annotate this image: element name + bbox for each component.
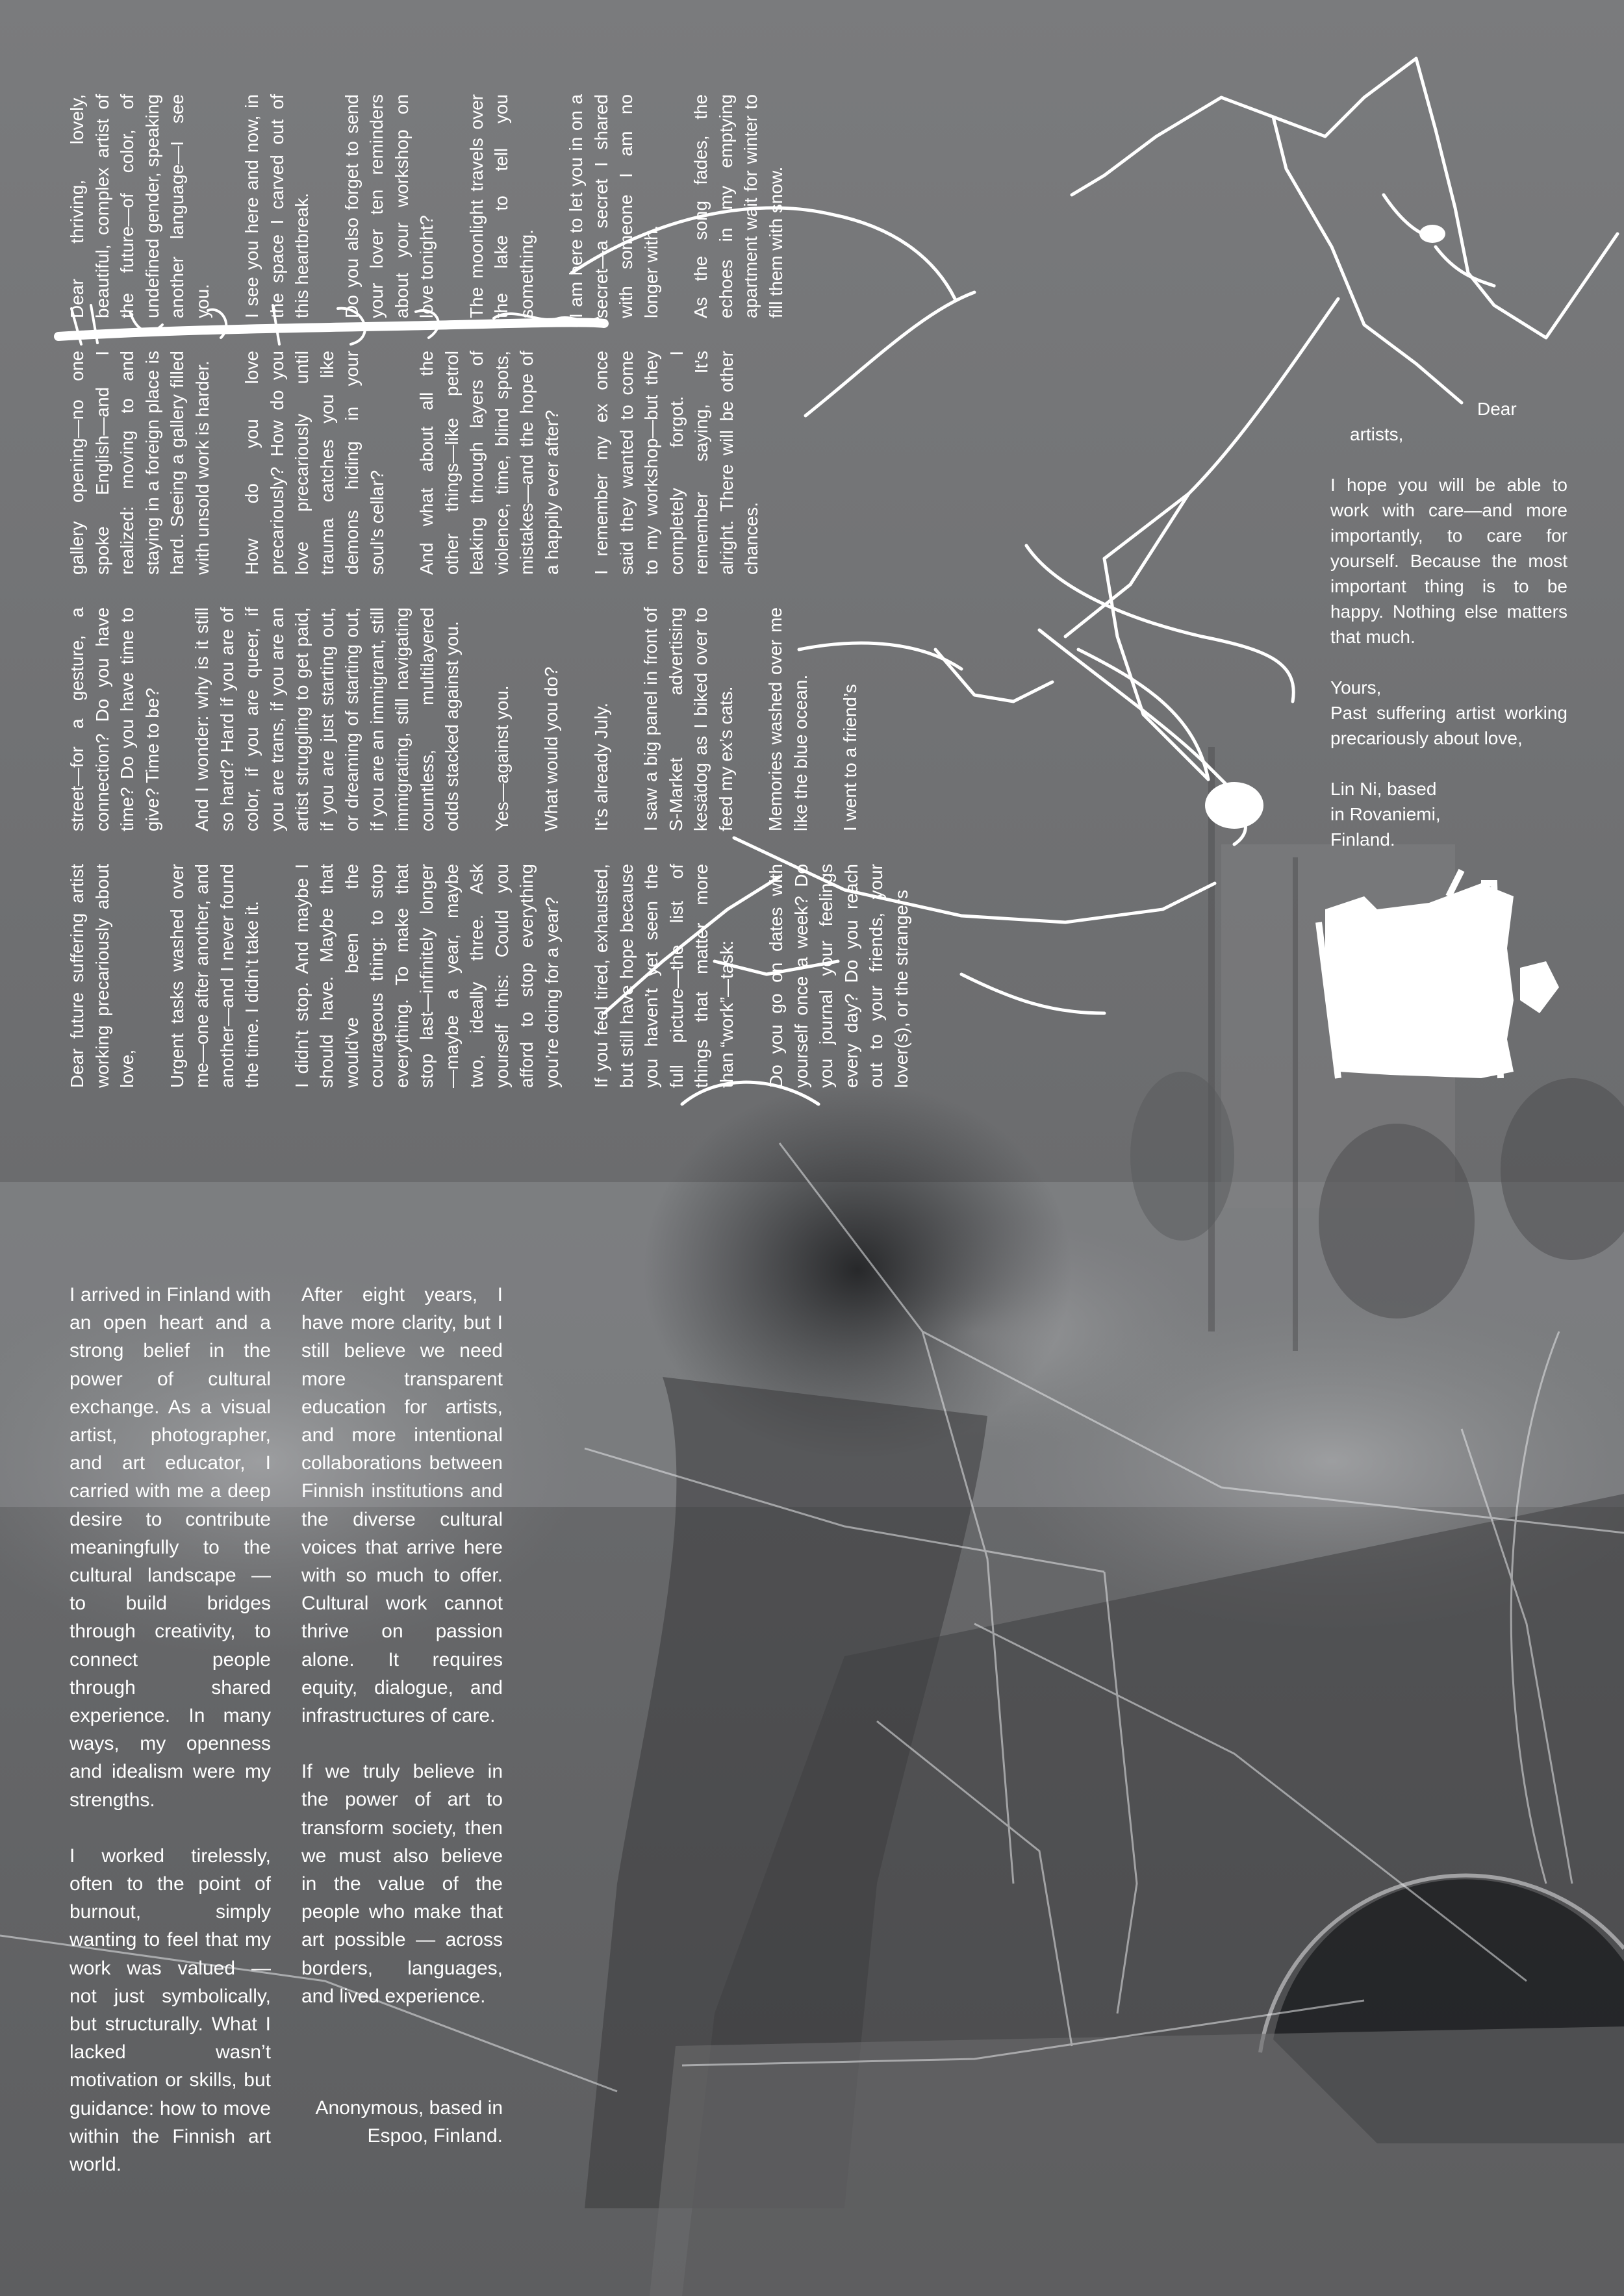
rotated-col-1 bbox=[65, 864, 914, 1088]
bg-pole-2 bbox=[1293, 857, 1298, 1351]
letter-signoff: Past suffering artist working precariously about love, bbox=[1330, 703, 1567, 748]
rot-r1-c1-p3: If you feel tired, exhausted, but still have hope because you haven’t yet seen the full picture—the list of things that matter more than “work”—task: bbox=[591, 864, 737, 1088]
bg-bottom-slab bbox=[650, 2026, 1624, 2296]
rot-r1-c2-p2: Yes—against you. bbox=[491, 685, 512, 831]
letter-block bbox=[1330, 396, 1567, 877]
rot-r1-c4-p0: Dear thriving, lovely, beautiful, complex artist of the future—of color, of undefined gender, speaking another language—I see you. bbox=[67, 94, 212, 318]
paint-block bbox=[1325, 883, 1514, 1078]
rot-r1-c4-p2: Do you also forget to send your lover ten reminders about your workshop on love tonight? bbox=[341, 94, 437, 318]
rot-r1-c4-p1: I see you here and now, in the space I carved out of this heartbreak. bbox=[242, 94, 312, 318]
essay-right-p0: After eight years, I have more clarity, but I still believe we need more transparent education for artists, and more intentional collaborations between Finnish institutions and the diverse cultural voices that arrive here with so much to offer. Cultural work cannot thrive on passion alone. It requires equity, dialogue, and infrastructures of care. bbox=[301, 1284, 503, 1727]
rot-r1-c3-p0: gallery opening—no one spoke English—and I realized: moving to and staying in a foreign place is hard. Seeing a gallery filled with unsold work is harder. bbox=[67, 351, 212, 575]
letter-body: I hope you will be able to work with care—and more importantly, to care for yourself. Because the most important thing is to be happy. Nothing else matters that much. bbox=[1330, 475, 1567, 647]
rot-r1-c4-p5: As the song fades, the echoes in my emptying apartment wait for winter to fill them with snow. bbox=[691, 94, 786, 318]
essay-signature: Anonymous, based in Espoo, Finland. bbox=[315, 2097, 503, 2147]
rot-r1-c4-p4: I am here to let you in on a secret—a secret I shared with someone I am no longer with. bbox=[566, 94, 661, 318]
rot-r1-c1-p0: Dear future suffering artist working precariously about love, bbox=[67, 864, 137, 1088]
rotated-text-block bbox=[65, 62, 911, 1088]
rotated-col-4 bbox=[65, 94, 789, 318]
rot-r1-c3-p3: I remember my ex once said they wanted to come to my workshop—but they completely forgot. I remember saying, It’s alright. There will be other chances. bbox=[591, 351, 761, 575]
bg-tree-3 bbox=[1130, 1072, 1234, 1241]
essay-right-p1: If we truly believe in the power of art to transform society, then we must also believe in the value of the people who make that art possible — across borders, languages, and lived experience. bbox=[301, 1761, 503, 2007]
rot-r1-c2-p5: I saw a big panel in front of S-Market advertising kesädog as I biked over to feed my ex’s cats. bbox=[641, 607, 736, 831]
essay-left-p1: I worked tirelessly, often to the point of burnout, simply wanting to feel that my work was valued — not just symbolically, but structurally. What I lacked wasn’t motivation or skills, but guidance: how to move within the Finnish art world. bbox=[70, 1845, 271, 2176]
letter-sign-name: Lin Ni, based in Rovaniemi, Finland. bbox=[1330, 779, 1441, 850]
rot-r1-c2-p6: Memories washed over me like the blue ocean. bbox=[765, 607, 811, 831]
essay-left-p0: I arrived in Finland with an open heart and a strong belief in the power of cultural exchange. As a visual artist, photographer, and art educator, I carried with me a deep desire to contribute meaningfully to the cultural landscape — to build bridges through creativity, to connect people through shared experience. In many ways, my openness and idealism were my strengths. bbox=[70, 1284, 271, 1811]
letter-artists: artists, bbox=[1350, 424, 1404, 444]
rot-r1-c1-p4: Do you go on dates with yourself once a week? Do you journal your feelings every day? Do you reach out to your friends, your lover(s), or the strangers bbox=[766, 864, 911, 1088]
letter-dear: Dear bbox=[1477, 399, 1517, 419]
rotated-col-2 bbox=[65, 607, 863, 831]
bg-tree-1 bbox=[1319, 1124, 1475, 1318]
letter-yours: Yours, bbox=[1330, 677, 1382, 698]
essay-left-column bbox=[70, 1281, 271, 2206]
rot-r1-c3-p1: How do you love precariously? How do you love precariously until trauma catches you like demons hiding in your soul’s cellar? bbox=[242, 351, 387, 575]
rot-r1-c2-p4: It’s already July. bbox=[590, 702, 611, 831]
rot-r1-c2-p3: What would you do? bbox=[541, 666, 561, 831]
cat-paw-blob bbox=[1205, 782, 1263, 829]
rotated-col-3 bbox=[65, 351, 765, 575]
cat-eye-blob bbox=[1419, 225, 1445, 243]
rot-r1-c2-p0: street—for a gesture, a connection? Do you have time? Do you have time to give? Time to be? bbox=[67, 607, 162, 831]
rot-r1-c2-p7: I went to a friend’s bbox=[840, 684, 860, 831]
rot-r1-c2-p1: And I wonder: why is it still so hard? Hard if you are of color, if you are queer, if you are trans, if you are an artist struggling to get paid, if you are just starting out, or dreaming of starting out, if you are an immigrant, still immigrating, still navigating countless, multilayered odds stacked against you. bbox=[192, 607, 462, 831]
essay-right-column bbox=[301, 1281, 503, 2178]
rot-r1-c4-p3: The moonlight travels over the lake to tell you something. bbox=[466, 94, 537, 318]
rot-r1-c1-p2: I didn’t stop. And maybe I should have. Maybe that would’ve been the courageous thing: to stop everything. To make that stop last—infinitely longer—maybe a year, maybe two, ideally three. Ask yourself this: Could you afford to stop everything you’re doing for a year? bbox=[291, 864, 562, 1088]
rot-r1-c3-p2: And what about all the other things—like petrol leaking through layers of violence, time, blind spots, mistakes—and the hope of a happily ever after? bbox=[416, 351, 562, 575]
rot-r1-c1-p1: Urgent tasks washed over me—one after another, and another—and I never found the time. I didn’t take it. bbox=[166, 864, 262, 1088]
bg-pole-1 bbox=[1208, 747, 1215, 1331]
